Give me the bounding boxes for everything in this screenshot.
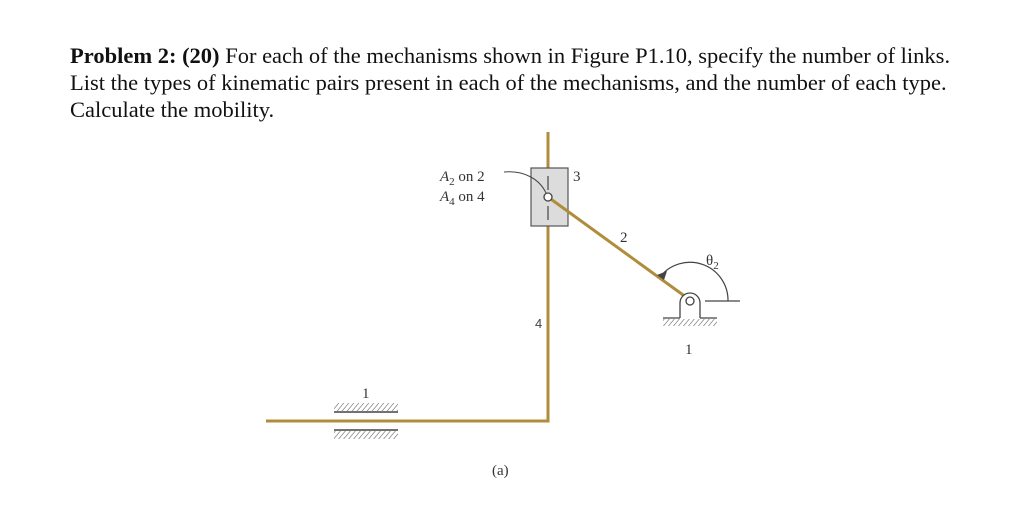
- label-a4: $A_4$ on 4: [440, 189, 485, 208]
- link-2-crank: [548, 197, 690, 300]
- figure-caption: (a): [492, 463, 509, 479]
- label-link-2: 2: [620, 230, 628, 246]
- problem-label: Problem 2:: [70, 43, 177, 68]
- label-ground-right: 1: [685, 342, 693, 358]
- label-theta2: $\theta_2$: [706, 253, 719, 272]
- link-4: [266, 132, 548, 421]
- label-link-4: 4: [535, 316, 543, 331]
- label-ground-left: 1: [362, 386, 370, 402]
- pin-a-joint: [544, 193, 552, 201]
- label-a2: $A_2$ on 2: [440, 169, 485, 188]
- problem-points: (20): [182, 43, 220, 68]
- problem-text: For each of the mechanisms shown in Figure P1.10, specify the number of links. List the types of kinematic pairs present in each of the mechanisms, and the number of each type. Calculate the mobility.: [70, 43, 951, 122]
- label-link-3: 3: [573, 169, 581, 185]
